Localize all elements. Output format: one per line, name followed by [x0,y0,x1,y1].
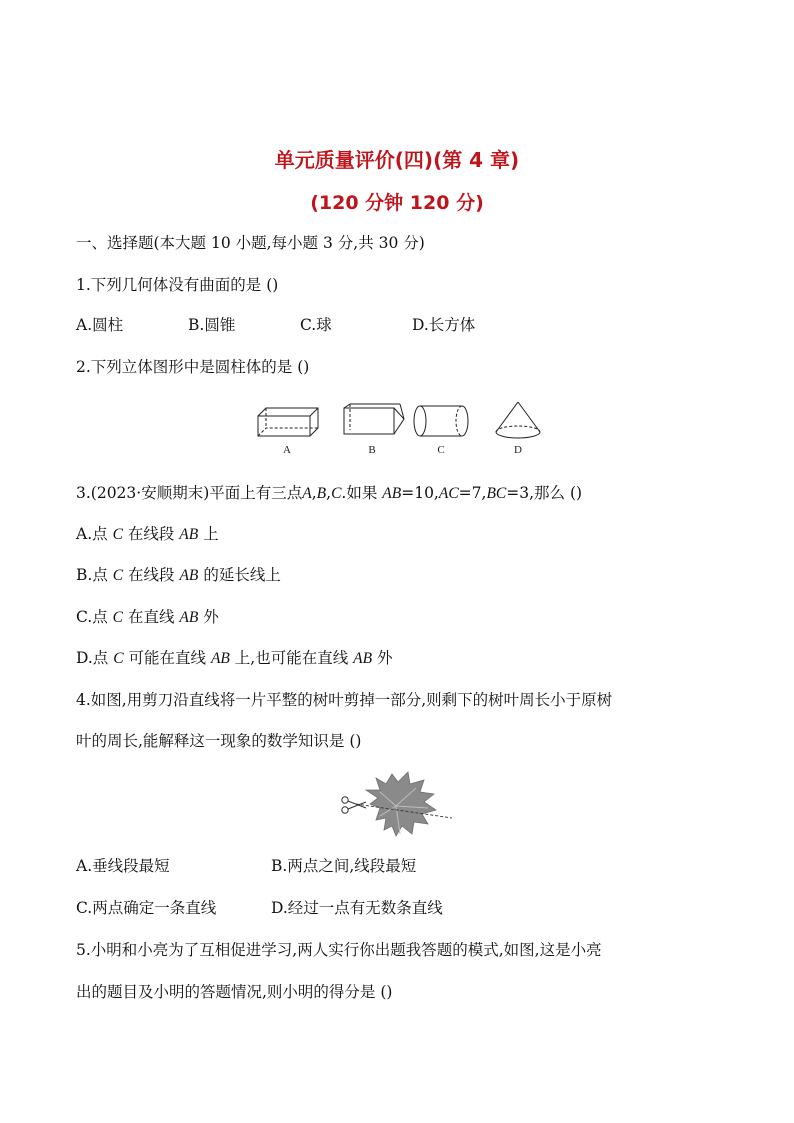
figure-a-cuboid [258,408,318,436]
question-5-stem-line-2: 出的题目及小明的答题情况,则小明的得分是 () [76,983,393,1001]
figure-b-prism [344,404,404,434]
question-2-figure [250,400,560,460]
figure-c-cylinder [414,406,468,436]
question-4-option-a: A.垂线段最短 [76,857,170,875]
question-4-leaf-figure [336,768,460,840]
question-1-stem: 1.下列几何体没有曲面的是 () [76,276,279,294]
question-4-option-c: C.两点确定一条直线 [76,899,217,917]
question-1-option-a: A.圆柱 [76,316,124,334]
question-3-stem: 3.(2023·安顺期末)平面上有三点A,B,C.如果 AB=10,AC=7,BC=3,那么 () [76,484,583,502]
question-1-option-d: D.长方体 [412,316,476,334]
question-1-option-b: B.圆锥 [188,316,236,334]
question-1-option-c: C.球 [300,316,332,334]
question-3-option-c: C.点 C 在直线 AB 外 [76,608,219,626]
question-4-option-d: D.经过一点有无数条直线 [271,899,443,917]
figure-d-cone [496,402,540,438]
question-2-stem: 2.下列立体图形中是圆柱体的是 () [76,358,310,376]
page-subtitle: (120 分钟 120 分) [310,192,484,214]
figure-label-d: D [514,444,522,456]
question-3-option-d: D.点 C 可能在直线 AB 上,也可能在直线 AB 外 [76,649,393,667]
question-3-option-a: A.点 C 在线段 AB 上 [76,525,219,543]
question-3-option-b: B.点 C 在线段 AB 的延长线上 [76,566,281,584]
page-title: 单元质量评价(四)(第 4 章) [274,148,520,172]
figure-label-b: B [368,444,376,456]
question-5-stem-line-1: 5.小明和小亮为了互相促进学习,两人实行你出题我答题的模式,如图,这是小亮 [76,941,602,959]
figure-label-c: C [437,444,445,456]
figure-label-a: A [283,444,291,456]
question-4-stem-line-1: 4.如图,用剪刀沿直线将一片平整的树叶剪掉一部分,则剩下的树叶周长小于原树 [76,691,613,709]
leaf-icon [366,772,436,836]
question-4-stem-line-2: 叶的周长,能解释这一现象的数学知识是 () [76,732,362,750]
question-4-option-b: B.两点之间,线段最短 [271,857,417,875]
section-heading: 一、选择题(本大题 10 小题,每小题 3 分,共 30 分) [76,234,425,252]
